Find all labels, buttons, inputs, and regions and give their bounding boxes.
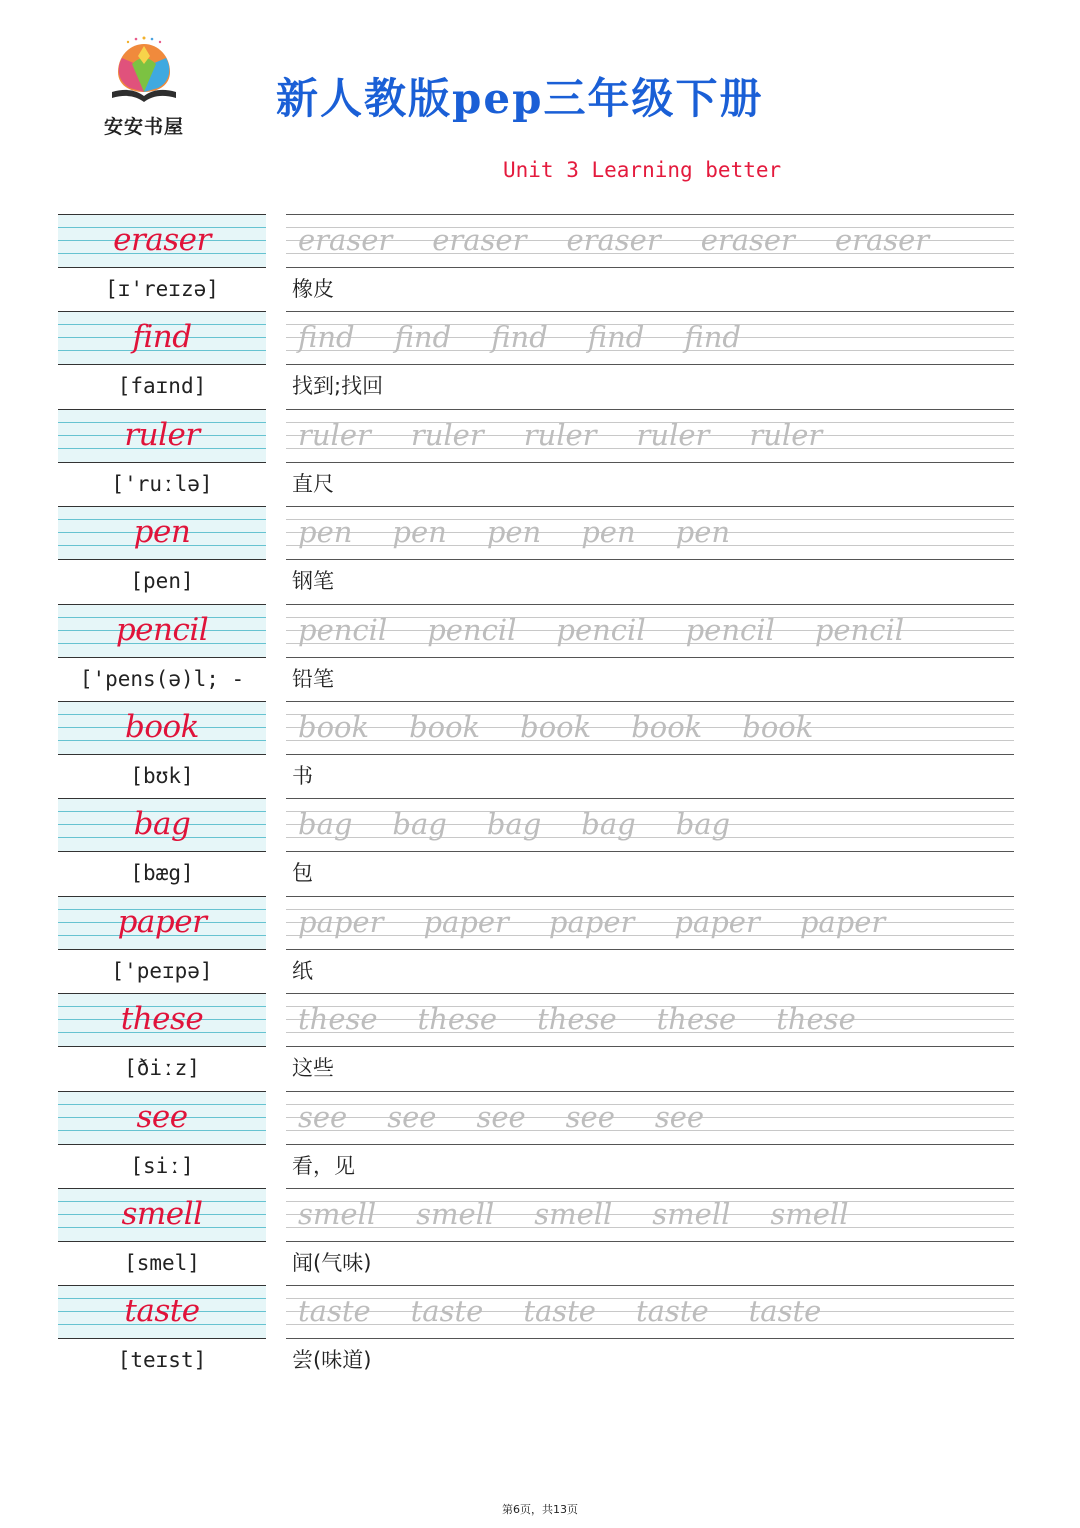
writing-band [58,409,1014,463]
phonetic: [teɪst] [117,1348,207,1373]
page-title: 新人教版pep三年级下册 [276,74,764,123]
trace-words [298,1194,888,1234]
trace-word: these [656,1002,737,1037]
vocab-entry [58,993,1014,1090]
trace-word: taste [635,1294,709,1329]
writing-band [58,798,1014,852]
meaning: 包 [292,861,313,886]
trace-word: bag [486,807,542,842]
trace-word: book [409,709,481,744]
unit-subtitle: Unit 3 Learning better [503,158,782,182]
vocab-entry [58,896,1014,993]
brand-logo [92,34,202,140]
trace-word: pen [486,515,542,550]
phonetic: [bʊk] [130,763,194,788]
trace-word: book [298,709,370,744]
phonetic: [ðiːz] [124,1056,200,1081]
phonetic: [ɪ'reɪzə] [105,277,219,301]
trace-word: eraser [566,223,661,257]
writing-band [58,604,1014,658]
trace-words [298,512,770,552]
vocab-word: find [132,319,192,356]
trace-word: pen [392,515,447,550]
trace-word: smell [652,1196,731,1231]
writing-band [58,506,1014,560]
trace-word: see [476,1099,526,1134]
trace-words [298,220,969,260]
trace-word: find [491,320,548,355]
phonetic: [siː] [130,1153,194,1178]
vocabulary-list [58,214,1014,1383]
page-number: 第6页，共13页 [502,1503,578,1516]
trace-word: book [520,709,592,744]
vocab-word: see [136,1098,188,1135]
trace-word: taste [410,1294,484,1329]
logo-text: 安安书屋 [103,116,184,138]
phonetic: [pen] [130,569,194,594]
trace-word: paper [674,904,760,939]
meaning: 闻(气味) [292,1250,372,1275]
trace-word: smell [416,1196,495,1231]
trace-word: paper [799,904,886,939]
trace-word: find [684,320,741,355]
trace-words [298,707,853,747]
trace-word: paper [548,904,635,939]
trace-word: pen [675,515,731,550]
meaning: 钢笔 [292,569,334,594]
trace-word: pencil [556,612,646,647]
trace-word: these [537,1002,617,1037]
meaning: 铅笔 [292,666,334,691]
phonetic: [smel] [124,1250,200,1275]
meaning: 这些 [292,1056,334,1081]
trace-word: these [417,1002,498,1037]
trace-word: eraser [432,223,527,257]
trace-word: ruler [298,417,371,452]
trace-word: find [298,320,355,355]
vocab-entry [58,604,1014,701]
phonetic: [faɪnd] [117,374,207,399]
vocab-word: ruler [124,416,200,453]
meaning: 纸 [292,958,313,983]
phonetic: ['pens(ə)l; - [79,666,245,691]
trace-word: eraser [700,223,795,257]
trace-word: paper [423,904,509,939]
trace-words [298,610,944,650]
trace-words [298,317,781,357]
vocab-entry [58,311,1014,408]
meaning: 尝(味道) [292,1348,372,1373]
meaning: 看，见 [292,1153,355,1178]
trace-words [298,804,770,844]
meaning: 橡皮 [292,277,334,301]
trace-word: find [587,320,645,355]
trace-word: eraser [298,223,393,257]
vocab-word: book [125,708,199,745]
writing-band [58,1091,1014,1145]
trace-words [298,999,896,1039]
trace-word: these [298,1002,378,1037]
vocab-entry [58,1091,1014,1188]
trace-word: pencil [298,612,388,647]
trace-word: these [776,1002,856,1037]
trace-word: ruler [636,417,710,452]
trace-word: pencil [427,612,517,647]
trace-word: eraser [834,223,930,257]
meaning: 找到;找回 [292,374,384,399]
vocab-entry [58,1188,1014,1285]
trace-word: pen [581,515,636,550]
trace-word: see [387,1099,437,1134]
vocab-word: smell [121,1195,203,1232]
vocab-entry [58,214,1014,311]
trace-word: find [394,320,452,355]
vocab-word: taste [124,1293,200,1330]
trace-word: taste [298,1294,371,1329]
trace-words [298,1097,744,1137]
trace-word: ruler [749,417,823,452]
trace-word: smell [534,1196,613,1231]
phonetic: [bæg] [130,861,194,886]
meaning: 直尺 [292,471,334,496]
vocab-word: bag [133,806,191,843]
trace-word: see [298,1099,348,1134]
trace-word: smell [770,1196,849,1231]
trace-word: see [654,1099,705,1134]
vocab-word: these [120,1001,204,1038]
trace-words [298,1291,861,1331]
phonetic: ['peɪpə] [111,958,213,983]
trace-word: smell [298,1196,377,1231]
trace-word: paper [298,904,384,939]
trace-word: pen [298,515,353,550]
trace-word: ruler [523,417,597,452]
vocab-word: paper [117,903,207,940]
vocab-word: pencil [115,611,209,648]
book-flower-logo-icon [106,34,182,108]
trace-word: pencil [685,612,775,647]
trace-word: book [742,709,814,744]
writing-band [58,896,1014,950]
trace-words [298,415,862,455]
vocab-entry [58,409,1014,506]
trace-word: bag [581,807,636,842]
writing-band [58,701,1014,755]
trace-word: taste [748,1294,822,1329]
trace-word: bag [392,807,447,842]
trace-word: see [565,1099,615,1134]
vocab-word: pen [133,514,191,551]
vocab-word: eraser [113,222,211,258]
vocab-entry [58,1285,1014,1382]
trace-words [298,902,925,942]
writing-band [58,311,1014,365]
trace-word: bag [675,807,731,842]
phonetic: ['ruːlə] [111,471,213,496]
trace-word: book [631,709,703,744]
writing-band [58,1188,1014,1242]
writing-band [58,1285,1014,1339]
trace-word: bag [298,807,353,842]
trace-word: pencil [814,612,905,647]
vocab-entry [58,506,1014,603]
vocab-entry [58,701,1014,798]
meaning: 书 [292,763,313,788]
trace-word: taste [523,1294,596,1329]
writing-band [58,993,1014,1047]
trace-word: ruler [410,417,484,452]
vocab-entry [58,798,1014,895]
writing-band [58,214,1014,268]
